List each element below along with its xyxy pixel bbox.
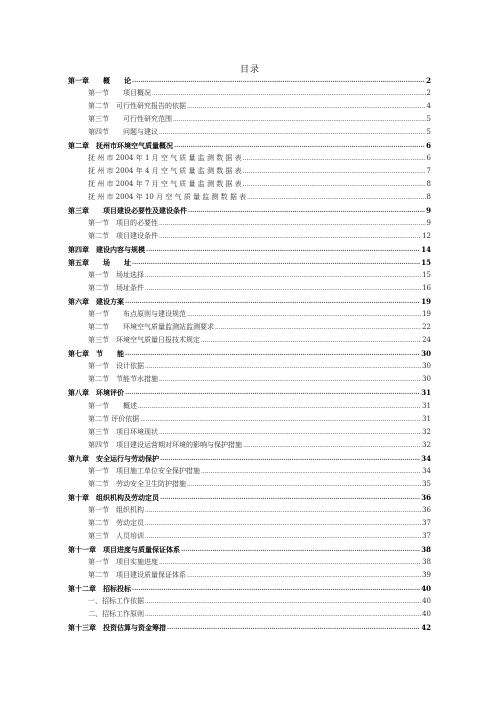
toc-page-number: 36 xyxy=(421,492,431,502)
toc-section-entry[interactable] xyxy=(88,321,431,332)
toc-entry-label: 第八章 环境评价 xyxy=(68,388,124,398)
dot-leader xyxy=(201,337,421,344)
toc-entry-label: 抚 州 市 2004 年 1 月 空 气 质 量 监 测 数 据 表 xyxy=(88,154,242,163)
dot-leader xyxy=(145,520,421,527)
toc-chapter-entry[interactable] xyxy=(68,582,431,593)
dot-leader xyxy=(145,272,421,279)
toc-section-entry[interactable] xyxy=(88,426,431,437)
toc-chapter-entry[interactable] xyxy=(68,204,431,215)
dot-leader xyxy=(138,403,421,410)
dot-leader xyxy=(145,285,421,292)
toc-section-entry[interactable] xyxy=(88,165,431,176)
toc-entry-label: 第二节 项目建设质量保证体系 xyxy=(88,570,186,579)
toc-section-entry[interactable] xyxy=(88,126,431,137)
toc-section-entry[interactable] xyxy=(88,282,431,293)
toc-chapter-entry[interactable] xyxy=(68,295,431,306)
toc-chapter-entry[interactable] xyxy=(68,243,431,254)
toc-page-number: 32 xyxy=(422,440,431,449)
dot-leader xyxy=(160,455,420,462)
toc-entry-label: 第二节 项目建设条件 xyxy=(88,232,158,241)
toc-entry-label: 第一节 项目实施进度 xyxy=(88,557,158,566)
dot-leader xyxy=(187,311,421,318)
toc-section-entry[interactable] xyxy=(88,413,431,424)
toc-entry-label: 第三节 可行性研究范围 xyxy=(88,115,172,124)
toc-section-entry[interactable] xyxy=(88,230,431,241)
dot-leader xyxy=(159,429,421,436)
toc-page-number: 38 xyxy=(421,544,431,554)
toc-entry-label: 抚 州 市 2004 年 7 月 空 气 质 量 监 测 数 据 表 xyxy=(88,180,242,189)
dot-leader xyxy=(125,298,420,305)
toc-section-entry[interactable] xyxy=(88,556,431,567)
toc-entry-label: 第五章 场 址 xyxy=(68,258,131,268)
toc-page-number: 14 xyxy=(421,245,431,255)
toc-page-number: 15 xyxy=(421,258,431,268)
dot-leader xyxy=(140,416,421,423)
toc-entry-label: 第一节 布点原则与建设规范 xyxy=(88,310,186,319)
toc-section-entry[interactable] xyxy=(88,504,431,515)
toc-section-entry[interactable] xyxy=(88,308,431,319)
dot-leader xyxy=(132,77,425,84)
dot-leader xyxy=(125,350,420,357)
dot-leader xyxy=(146,246,420,253)
toc-section-entry[interactable] xyxy=(88,517,431,528)
toc-entry-label: 第十一章 项目进度与质量保证体系 xyxy=(68,544,180,554)
toc-entry-label: 第一节 组织机构 xyxy=(88,505,144,514)
dot-leader xyxy=(181,546,420,553)
toc-entry-label: 第十章 组织机构及劳动定员 xyxy=(68,492,159,502)
toc-page-number: 30 xyxy=(422,362,431,371)
toc-entry-label: 第六章 建设方案 xyxy=(68,297,124,307)
toc-page-number: 9 xyxy=(426,206,431,216)
toc-entry-label: 第一节 项目概况 xyxy=(88,89,151,98)
toc-page-number: 37 xyxy=(422,518,431,527)
dot-leader xyxy=(145,598,421,605)
toc-entry-label: 第一节 项目施工单位安全保护措施 xyxy=(88,466,200,475)
toc-chapter-entry[interactable] xyxy=(68,543,431,554)
toc-entry-label: 第二节 场址条件 xyxy=(88,284,144,293)
toc-chapter-entry[interactable] xyxy=(68,491,431,502)
dot-leader xyxy=(167,624,420,631)
toc-entry-label: 第九章 安全运行与劳动保护 xyxy=(68,453,159,463)
toc-entry-label: 第二节 劳动安全卫生防护措施 xyxy=(88,479,186,488)
toc-entry-label: 第二节 劳动定员 xyxy=(88,518,144,527)
toc-section-entry[interactable] xyxy=(88,100,431,111)
toc-entry-label: 第一章 概 论 xyxy=(68,76,131,85)
dot-leader xyxy=(159,376,421,383)
toc-section-entry[interactable] xyxy=(88,269,431,280)
toc-page-number: 35 xyxy=(422,479,431,488)
toc-page-number: 31 xyxy=(422,401,431,410)
toc-entry-label: 第四章 建设内容与规模 xyxy=(68,245,145,255)
toc-page-number: 40 xyxy=(421,583,431,593)
toc-page-number: 5 xyxy=(426,128,431,137)
dot-leader xyxy=(145,611,421,618)
dot-leader xyxy=(132,585,420,592)
toc-entry-label: 第一节 设计依据 xyxy=(88,362,144,371)
toc-entry-label: 第一节 场址选择 xyxy=(88,271,144,280)
dot-leader xyxy=(145,363,421,370)
toc-section-entry[interactable] xyxy=(88,530,431,541)
toc-entry-label: 抚 州 市 2004 年 10 月 空 气 质 量 监 测 数 据 表 xyxy=(88,193,247,202)
toc-entry-label: 第一节 概述 xyxy=(88,401,137,410)
toc-page-number: 6 xyxy=(426,141,431,151)
toc-entry-label: 第七章 节 能 xyxy=(68,349,124,359)
toc-section-entry[interactable] xyxy=(88,608,431,619)
toc-chapter-entry[interactable] xyxy=(68,386,431,397)
toc-page-number: 38 xyxy=(422,557,431,566)
toc-page-number: 9 xyxy=(426,219,431,228)
toc-page-number: 30 xyxy=(421,349,431,359)
dot-leader xyxy=(145,507,421,514)
toc-page-number: 19 xyxy=(422,310,431,319)
toc-page-number: 32 xyxy=(422,427,431,436)
toc-section-entry[interactable] xyxy=(88,360,431,371)
dot-leader xyxy=(187,572,421,579)
toc-section-entry[interactable] xyxy=(88,217,431,228)
dot-leader xyxy=(159,220,426,227)
toc-page-number: 39 xyxy=(422,570,431,579)
toc-entry-label: 第四节 项目建设运营期对环境的影响与保护措施 xyxy=(88,440,242,449)
dot-leader xyxy=(159,559,421,566)
toc-page-number: 24 xyxy=(422,336,431,345)
toc-section-entry[interactable] xyxy=(88,569,431,580)
toc-entry-label: 第三节 人员培训 xyxy=(88,531,144,540)
toc-section-entry[interactable] xyxy=(88,87,431,98)
dot-leader xyxy=(187,103,426,110)
toc-page-number: 15 xyxy=(422,271,431,280)
toc-page-number: 6 xyxy=(426,154,431,163)
dot-leader xyxy=(188,207,425,214)
toc-page-number: 31 xyxy=(422,414,431,423)
toc-chapter-entry[interactable] xyxy=(68,74,431,85)
toc-chapter-entry[interactable] xyxy=(68,256,431,267)
toc-section-entry[interactable] xyxy=(88,373,431,384)
toc-entry-label: 抚 州 市 2004 年 4 月 空 气 质 量 监 测 数 据 表 xyxy=(88,167,242,176)
toc-page-number: 7 xyxy=(426,167,431,176)
toc-page-number: 42 xyxy=(421,622,431,632)
toc-chapter-entry[interactable] xyxy=(68,347,431,358)
dot-leader xyxy=(125,389,420,396)
toc-page-number: 8 xyxy=(426,193,431,202)
toc-entry-label: 第三节 环境空气质量日报技术规定 xyxy=(88,336,200,345)
toc-entry-label: 第二节 节能节水措施 xyxy=(88,375,158,384)
toc-entry-label: 第十三章 投资估算与资金筹措 xyxy=(68,622,166,632)
toc-section-entry[interactable] xyxy=(88,178,431,189)
toc-page-number: 4 xyxy=(426,102,431,111)
dot-leader xyxy=(201,468,421,475)
toc-section-entry[interactable] xyxy=(88,478,431,489)
dot-leader xyxy=(145,533,421,540)
toc-section-entry[interactable] xyxy=(88,439,431,450)
toc-chapter-entry[interactable] xyxy=(68,139,431,150)
toc-page-number: 34 xyxy=(421,453,431,463)
toc-page-number: 2 xyxy=(426,89,431,98)
toc-page-number: 31 xyxy=(421,388,431,398)
toc-chapter-entry[interactable] xyxy=(68,452,431,463)
toc-page-number: 37 xyxy=(422,531,431,540)
dot-leader xyxy=(187,481,421,488)
toc-page-number: 12 xyxy=(422,232,431,241)
toc-section-entry[interactable] xyxy=(88,334,431,345)
dot-leader xyxy=(215,324,421,331)
toc-page-number: 2 xyxy=(426,76,431,85)
toc-entry-label: 第二章 抚州市环境空气质量概况 xyxy=(68,141,173,151)
toc-page-number: 16 xyxy=(422,284,431,293)
toc-entry-label: 第二节 可行性研究报告的依据 xyxy=(88,102,186,111)
toc-page-number: 40 xyxy=(422,609,431,618)
dot-leader xyxy=(159,129,426,136)
dot-leader xyxy=(152,90,426,97)
toc-section-entry[interactable] xyxy=(88,152,431,163)
dot-leader xyxy=(243,442,421,449)
toc-section-entry[interactable] xyxy=(88,113,431,124)
toc-entry-label: 第二节 环境空气质量监测站监测要求 xyxy=(88,323,214,332)
toc-entry-label: 第二节 评价依据 xyxy=(88,414,140,423)
toc-entry-label: 第十二章 招标投标 xyxy=(68,583,131,593)
toc-section-entry[interactable] xyxy=(88,191,431,202)
toc-section-entry[interactable] xyxy=(88,465,431,476)
dot-leader xyxy=(243,181,426,188)
toc-page-number: 5 xyxy=(426,115,431,124)
dot-leader xyxy=(159,233,421,240)
toc-page-number: 36 xyxy=(422,505,431,514)
toc-page-number: 34 xyxy=(422,466,431,475)
toc-page-number: 8 xyxy=(426,180,431,189)
toc-page-number: 22 xyxy=(422,323,431,332)
toc-page-number: 30 xyxy=(422,375,431,384)
toc-entry-label: 第三节 项目环境现状 xyxy=(88,427,158,436)
toc-section-entry[interactable] xyxy=(88,595,431,606)
toc-entry-label: 一、招标工作依据 xyxy=(88,596,144,605)
dot-leader xyxy=(160,494,420,501)
dot-leader xyxy=(173,116,426,123)
toc-section-entry[interactable] xyxy=(88,400,431,411)
toc-chapter-entry[interactable] xyxy=(68,621,431,632)
toc-page-number: 40 xyxy=(422,596,431,605)
dot-leader xyxy=(247,194,425,201)
toc-entry-label: 第一节 项目的必要性 xyxy=(88,219,158,228)
dot-leader xyxy=(243,168,426,175)
dot-leader xyxy=(132,259,420,266)
toc-page-number: 19 xyxy=(421,297,431,307)
toc-entry-label: 第四节 问题与建议 xyxy=(88,128,158,137)
toc-entry-label: 第三章 项目建设必要性及建设条件 xyxy=(68,206,187,216)
toc-title: 目录 xyxy=(239,65,260,75)
toc-entry-label: 二、招标工作原则 xyxy=(88,609,144,618)
dot-leader xyxy=(174,142,425,149)
dot-leader xyxy=(243,155,426,162)
